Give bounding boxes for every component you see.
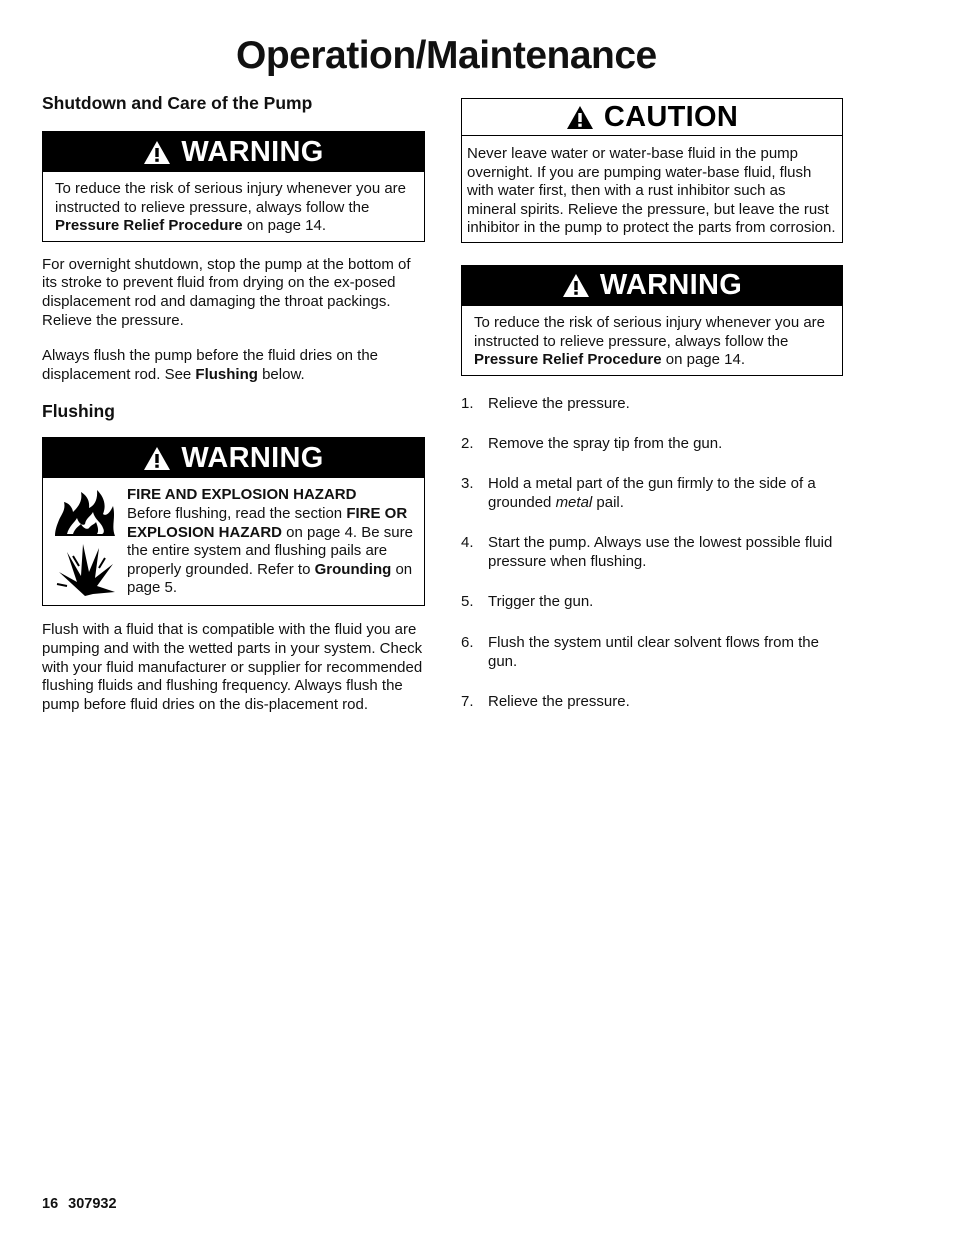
warning-box-pressure [42, 131, 425, 242]
step-text: Relieve the pressure. [488, 693, 630, 711]
hazard-title: FIRE AND EXPLOSION HAZARD [127, 486, 357, 504]
list-item [461, 593, 843, 612]
step-number: 3. [461, 474, 474, 492]
warning-label: WARNING [599, 269, 743, 302]
warning-label: WARNING [181, 135, 324, 168]
step-text: Start the pump. Always use the lowest possible fluid pressure when flushing. [488, 534, 833, 570]
hazard-icons [53, 486, 125, 598]
warning-body [43, 172, 424, 241]
flush-reminder-end: below. [257, 365, 305, 383]
step-text: Remove the spray tip from the gun. [488, 435, 723, 453]
flushing-steps [461, 395, 843, 712]
step-text [488, 475, 843, 512]
warning-text-end: on page 14. [661, 351, 746, 369]
step-number: 5. [461, 593, 474, 611]
pressure-relief-reference: Pressure Relief Procedure [55, 217, 243, 235]
warning-bar [43, 438, 424, 478]
list-item [461, 475, 843, 512]
step-text: Relieve the pressure. [488, 394, 630, 412]
grounding-reference: Grounding [314, 560, 392, 578]
flushing-heading: Flushing [42, 401, 115, 422]
hazard-text [127, 486, 414, 598]
step-number: 7. [461, 693, 474, 711]
flush-fluid-paragraph: Flush with a fluid that is compatible with the fluid you are pumping and with the wetted parts in your system. Check with your fluid manufacturer or supplier for recommended flushing fluids and flushing frequency. Always flush the pump before fluid dries on the dis-placement rod. [42, 621, 423, 713]
hazard-text-part: on page 5. [127, 560, 413, 597]
page-number: 16 [42, 1196, 59, 1212]
fire-icon [53, 488, 117, 538]
shutdown-paragraph: For overnight shutdown, stop the pump at the bottom of its stroke to prevent fluid from drying on the ex-posed displacement rod and damaging the throat packings. Relieve the pressure. [42, 255, 411, 329]
step-text: Flush the system until clear solvent flows from the gun. [488, 633, 819, 670]
step-text-part: Hold a metal part of the gun firmly to the side of a grounded [488, 474, 816, 511]
step-emphasis: metal [555, 493, 593, 511]
warning-text: To reduce the risk of serious injury whenever you are instructed to relieve pressure, always follow the [55, 180, 407, 216]
warning-text: To reduce the risk of serious injury whenever you are instructed to relieve pressure, always follow the [474, 313, 826, 350]
warning-triangle-icon [143, 446, 171, 471]
list-item [461, 634, 843, 671]
flush-reminder-text: Always flush the pump before the fluid dries on the displacement rod. See [42, 347, 379, 383]
warning-text-end: on page 14. [242, 217, 327, 235]
list-item [461, 534, 843, 571]
hazard-text-part: on page 4. Be sure the entire system and flushing pails are properly grounded. Refer to [127, 523, 413, 578]
right-column [461, 98, 843, 712]
list-item [461, 693, 843, 712]
warning-triangle-icon [562, 273, 590, 298]
warning-triangle-icon [143, 140, 171, 165]
step-number: 1. [461, 394, 474, 412]
flushing-reference: Flushing [195, 365, 258, 383]
hazard-body [43, 478, 424, 605]
caution-box [461, 98, 843, 243]
list-item [461, 435, 843, 454]
step-number: 6. [461, 633, 474, 651]
page-title: Operation/Maintenance [236, 34, 657, 77]
left-column [42, 93, 425, 714]
step-text-part: pail. [592, 493, 624, 511]
explosion-icon [53, 542, 117, 598]
warning-label: WARNING [181, 441, 324, 474]
warning-bar [43, 132, 424, 172]
step-number: 2. [461, 435, 474, 453]
caution-bar [462, 99, 842, 136]
page-footer [42, 1196, 127, 1212]
step-number: 4. [461, 534, 474, 552]
warning-body [462, 306, 842, 375]
caution-body: Never leave water or water-base fluid in the pump overnight. If you are pumping water-base fluid, flush with water first, then with a rust inhibitor such as mineral spirits. Relieve the pressure, but leave the rust inhibitor in the pump to protect the parts from corrosion. [467, 145, 836, 237]
document-number: 307932 [68, 1196, 117, 1212]
caution-label: CAUTION [603, 100, 739, 133]
list-item [461, 395, 843, 414]
pressure-relief-reference: Pressure Relief Procedure [474, 351, 662, 369]
fire-hazard-reference: FIRE OR EXPLOSION HAZARD [127, 504, 408, 541]
warning-box-fire [42, 437, 425, 606]
hazard-text-part: Before flushing, read the section [127, 504, 347, 522]
warning-triangle-icon [566, 105, 594, 130]
warning-box-pressure-right [461, 265, 843, 376]
warning-bar [462, 266, 842, 306]
shutdown-heading: Shutdown and Care of the Pump [42, 93, 313, 113]
step-text: Trigger the gun. [488, 593, 594, 611]
flush-reminder-paragraph [42, 347, 425, 384]
